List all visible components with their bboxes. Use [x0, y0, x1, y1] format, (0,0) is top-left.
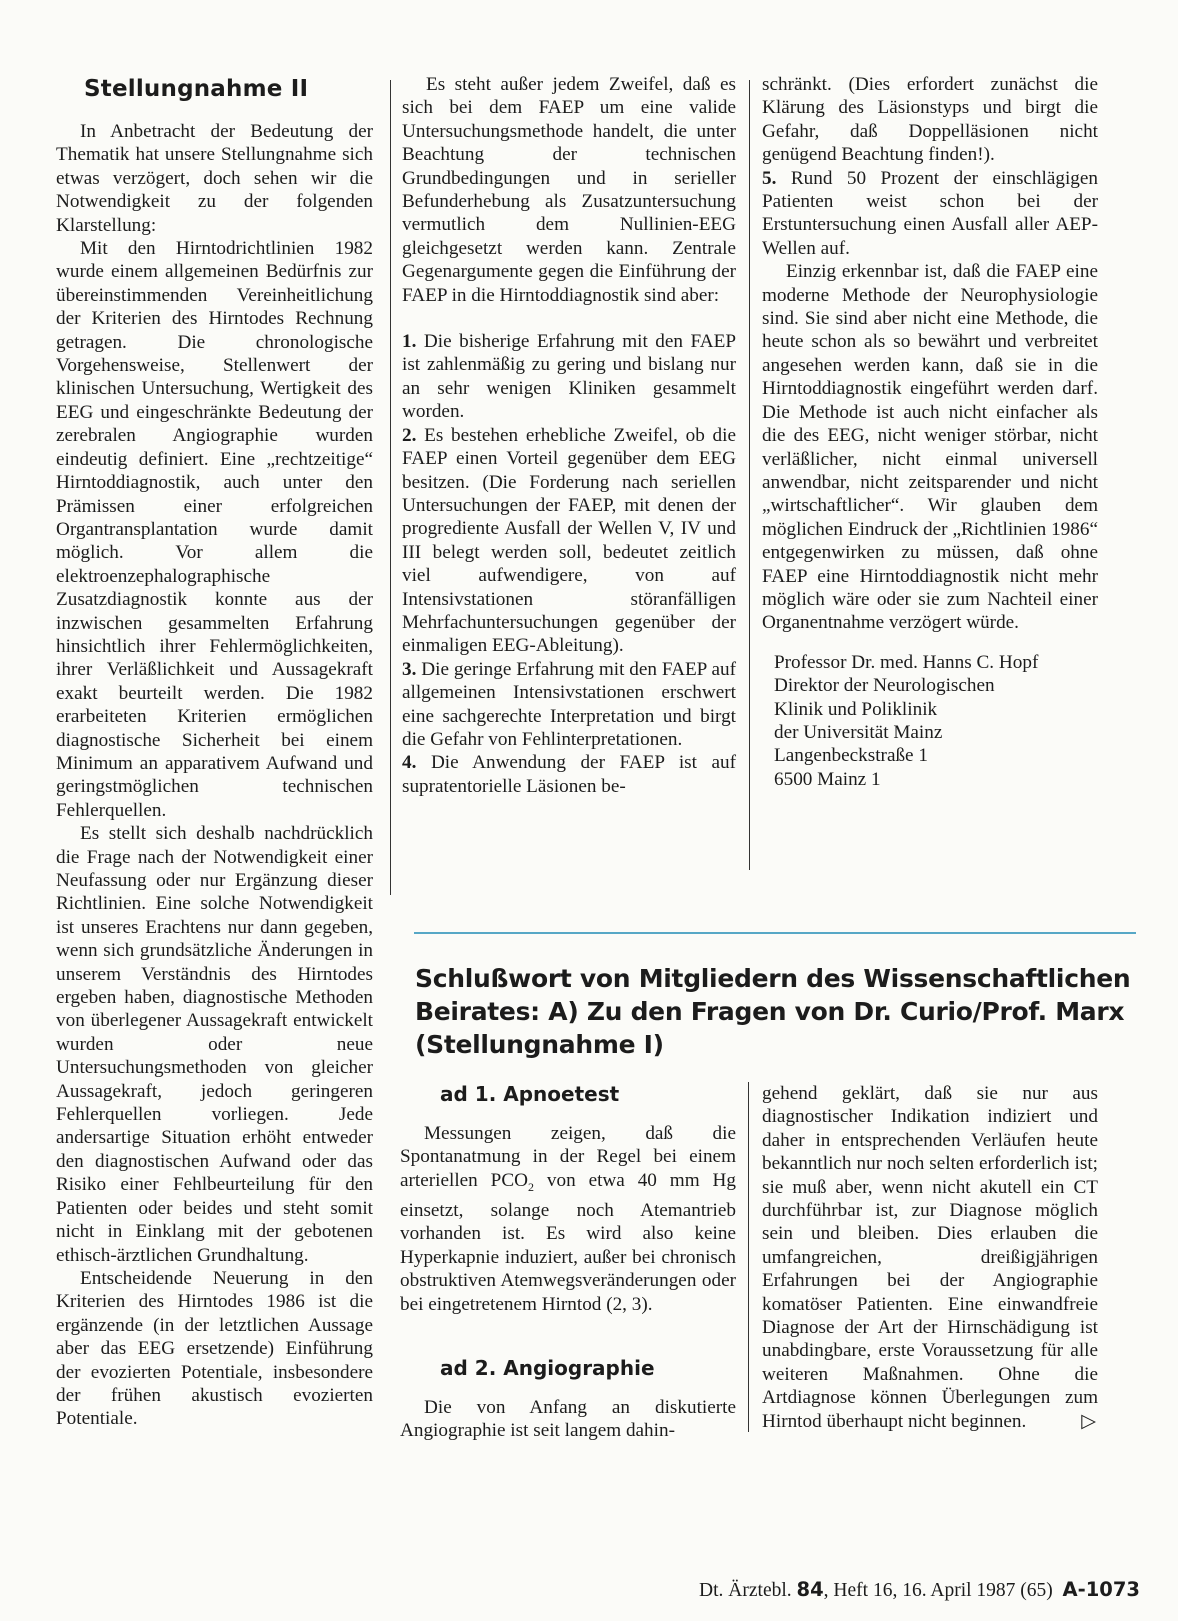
column-divider: [390, 80, 391, 895]
list-text: Es bestehen erhebliche Zweifel, ob die FAEP einen Vorteil gegenüber dem EEG besitzen. (Die Forderung nach seriellen Untersuchungen der FAEP, mit denen der progrediente Ausfall der Wellen V, IV und III belegt werden soll, bedeutet zeitlich viel aufwendigere, von auf Intensivstationen störanfälligen Mehrfachuntersuchungen gegenüber der einmaligen EEG-Ableitung).: [402, 424, 736, 657]
column-divider: [749, 80, 750, 870]
list-text: Rund 50 Prozent der einschlägigen Patienten weist schon bei der Erstuntersuchung einen Ausfall aller AEP-Wellen auf.: [762, 167, 1099, 259]
paragraph: Es stellt sich deshalb nachdrücklich die Frage nach der Notwendigkeit einer Neufassung oder nur Ergänzung dieser Richtlinien. Eine solche Notwendigkeit ist unseres Erachtens nur dann gegeben, wenn sich grundsätzliche Änderungen in unserem Verständnis des Hirntodes ergeben haben, diagnostische Methoden von überlegener Aussagekraft entwickelt wurden oder neue Untersuchungsmethoden von gleicher Aussagekraft, jedoch geringeren Fehlerquellen vorliegen. Jede andersartige Situation erhöht entweder den diagnostischen Aufwand oder das Risiko einer Fehlbeurteilung für den Patienten oder beides und steht somit nicht in Einklang mit der gebotenen ethisch-ärztlichen Grundhaltung.: [56, 823, 373, 1266]
subheading-apnoetest: ad 1. Apnoetest: [440, 1082, 620, 1106]
signature-line: Langenbeckstraße 1: [774, 745, 928, 767]
subscript: 2: [528, 1179, 534, 1194]
continue-arrow-icon: ▷: [1081, 1410, 1096, 1432]
list-item: [762, 167, 1098, 261]
issue-info: , Heft 16, 16. April 1987 (65): [823, 1580, 1053, 1601]
list-number: 5.: [762, 167, 777, 189]
paragraph: Entscheidende Neuerung in den Kriterien des Hirntodes 1986 ist die ergänzende (in der letztlichen Aussage aber das EEG ersetzende) Einführung der evozierten Potentiale, insbesondere der frühen akustisch evozierten Potentiale.: [56, 1267, 373, 1430]
column-1: [56, 120, 373, 1431]
list-number: 1.: [402, 331, 417, 353]
list-item: [402, 751, 736, 798]
list-number: 4.: [402, 752, 417, 774]
list-text: Die geringe Erfahrung mit den FAEP auf allgemeinen Intensivstationen erschwert eine sachgerechte Interpretation und birgt die Gefahr von Fehlinterpretationen.: [402, 658, 736, 750]
column-3: [762, 73, 1098, 791]
page-number: A-1073: [1062, 1578, 1140, 1601]
journal-name: Dt. Ärztebl.: [699, 1580, 792, 1601]
signature-line: Klinik und Poliklinik: [774, 698, 938, 720]
closing-title: Schlußwort von Mitgliedern des Wissenschaftlichen Beirates: A) Zu den Fragen von Dr. Curio/Prof. Marx (Stellungnahme I): [415, 964, 1131, 1059]
list-text: Die bisherige Erfahrung mit den FAEP ist zahlenmäßig zu gering und bislang nur an sehr wenigen Kliniken gesammelt worden.: [402, 331, 736, 423]
paragraph: [400, 1122, 736, 1316]
column-4: [400, 1082, 736, 1443]
column-divider: [748, 1082, 749, 1432]
subheading-angiographie: ad 2. Angiographie: [440, 1356, 655, 1381]
list-number: 3.: [402, 658, 417, 680]
paragraph-text: von etwa 40 mm Hg einsetzt, solange noch Atemantrieb vorhanden ist. Es wird also keine Hyperkapnie induziert, außer bei chronisch obstruktiven Atemwegsveränderungen oder bei eingetretenem Hirntod (2, 3).: [400, 1169, 736, 1315]
section-divider: [414, 932, 1136, 934]
paragraph: Mit den Hirntodrichtlinien 1982 wurde einem allgemeinen Bedürfnis zur übereinstimmenden Vereinheitlichung der Kriterien des Hirntodes Rechnung getragen. Die chronologische Vorgehensweise, Stellenwert der klinischen Untersuchung, Wertigkeit des EEG und eingeschränkte Bedeutung der zerebralen Angiographie wurden eindeutig definiert. Eine „rechtzeitige“ Hirntoddiagnostik, auch unter den Prämissen einer erfolgreichen Organtransplantation wurde damit möglich. Vor allem die elektroenzephalographische Zusatzdiagnostik konnte aus der inzwischen gesammelten Erfahrung hinsichtlich ihrer Fehlermöglichkeiten, ihrer Verläßlichkeit und Aussagekraft exakt beurteilt werden. Die 1982 erarbeiteten Kriterien ermöglichen diagnostische Sicherheit bei einem Minimum an apparativem Aufwand und geringstmöglichen technischen Fehlerquellen.: [56, 238, 373, 821]
section-title: Stellungnahme II: [84, 76, 309, 102]
column-5: [762, 1082, 1098, 1433]
list-item: [402, 658, 736, 752]
signature-line: Direktor der Neurologischen: [774, 675, 995, 697]
paragraph: Die von Anfang an diskutierte Angiographie ist seit langem dahin-: [400, 1397, 736, 1442]
paragraph: [762, 1082, 1098, 1433]
paragraph: Einzig erkennbar ist, daß die FAEP eine moderne Methode der Neurophysiologie sind. Sie sind aber nicht eine Methode, die heute schon als so bewährt und verbreitet angesehen werden kann, daß sie in die Hirntoddiagnostik eingeführt werden darf. Die Methode ist auch nicht einfacher als die des EEG, nicht weniger störbar, nicht verläßlicher, nicht einmal universell anwendbar, nicht zeitsparender und nicht „wirtschaftlicher“. Wir glauben dem möglichen Eindruck der „Richtlinien 1986“ entgegenwirken zu müssen, daß ohne FAEP eine Hirntoddiagnostik nicht mehr möglich wäre oder sie zum Nachteil einer Organentnahme verzögert würde.: [762, 261, 1098, 634]
list-item: [402, 330, 736, 424]
signature-block: [762, 651, 1098, 791]
paragraph: In Anbetracht der Bedeutung der Thematik hat unsere Stellungnahme sich etwas verzögert, doch sehen wir die Notwendigkeit zu der folgenden Klarstellung:: [56, 121, 373, 236]
paragraph: schränkt. (Dies erfordert zunächst die Klärung des Läsionstyps und birgt die Gefahr, daß Doppelläsionen nicht genügend Beachtung finden!).: [762, 74, 1098, 166]
list-item: [402, 424, 736, 658]
paragraph: Es steht außer jedem Zweifel, daß es sich bei dem FAEP um eine valide Untersuchungsmethode handelt, die unter Beachtung der technischen Grundbedingungen und in serieller Befunderhebung als Zusatzuntersuchung vermutlich dem Nullinien-EEG gleichgesetzt werden kann. Zentrale Gegenargumente gegen die Einführung der FAEP in die Hirntoddiagnostik sind aber:: [402, 74, 736, 306]
signature-line: der Universität Mainz: [774, 721, 943, 743]
list-number: 2.: [402, 424, 417, 446]
paragraph-text: Messungen zeigen, daß die Spontanatmung in der Regel bei einem arteriellen PCO: [400, 1123, 736, 1191]
signature-line: 6500 Mainz 1: [774, 768, 881, 790]
column-2: [402, 73, 736, 798]
signature-line: Professor Dr. med. Hanns C. Hopf: [774, 651, 1039, 673]
page-footer: [620, 1578, 1140, 1602]
paragraph-text: gehend geklärt, daß sie nur aus diagnostischer Indikation indiziert und daher in entsprechenden Verläufen heute bekanntlich nur noch selten erforderlich ist; sie muß aber, wenn nicht akutell ein CT durchführbar ist, zur Diagnose möglich sein und bleiben. Dies erlauben die umfangreichen, dreißigjährigen Erfahrungen bei der Angiographie komatöser Patienten. Eine einwandfreie Diagnose der Art der Hirnschädigung ist unabdingbare, erste Voraussetzung für alle weiteren Maßnahmen. Ohne die Artdiagnose können Überlegungen zum Hirntod überhaupt nicht beginnen.: [762, 1083, 1098, 1432]
list-text: Die Anwendung der FAEP ist auf supratentorielle Läsionen be-: [402, 752, 736, 797]
volume-number: 84: [796, 1578, 824, 1601]
